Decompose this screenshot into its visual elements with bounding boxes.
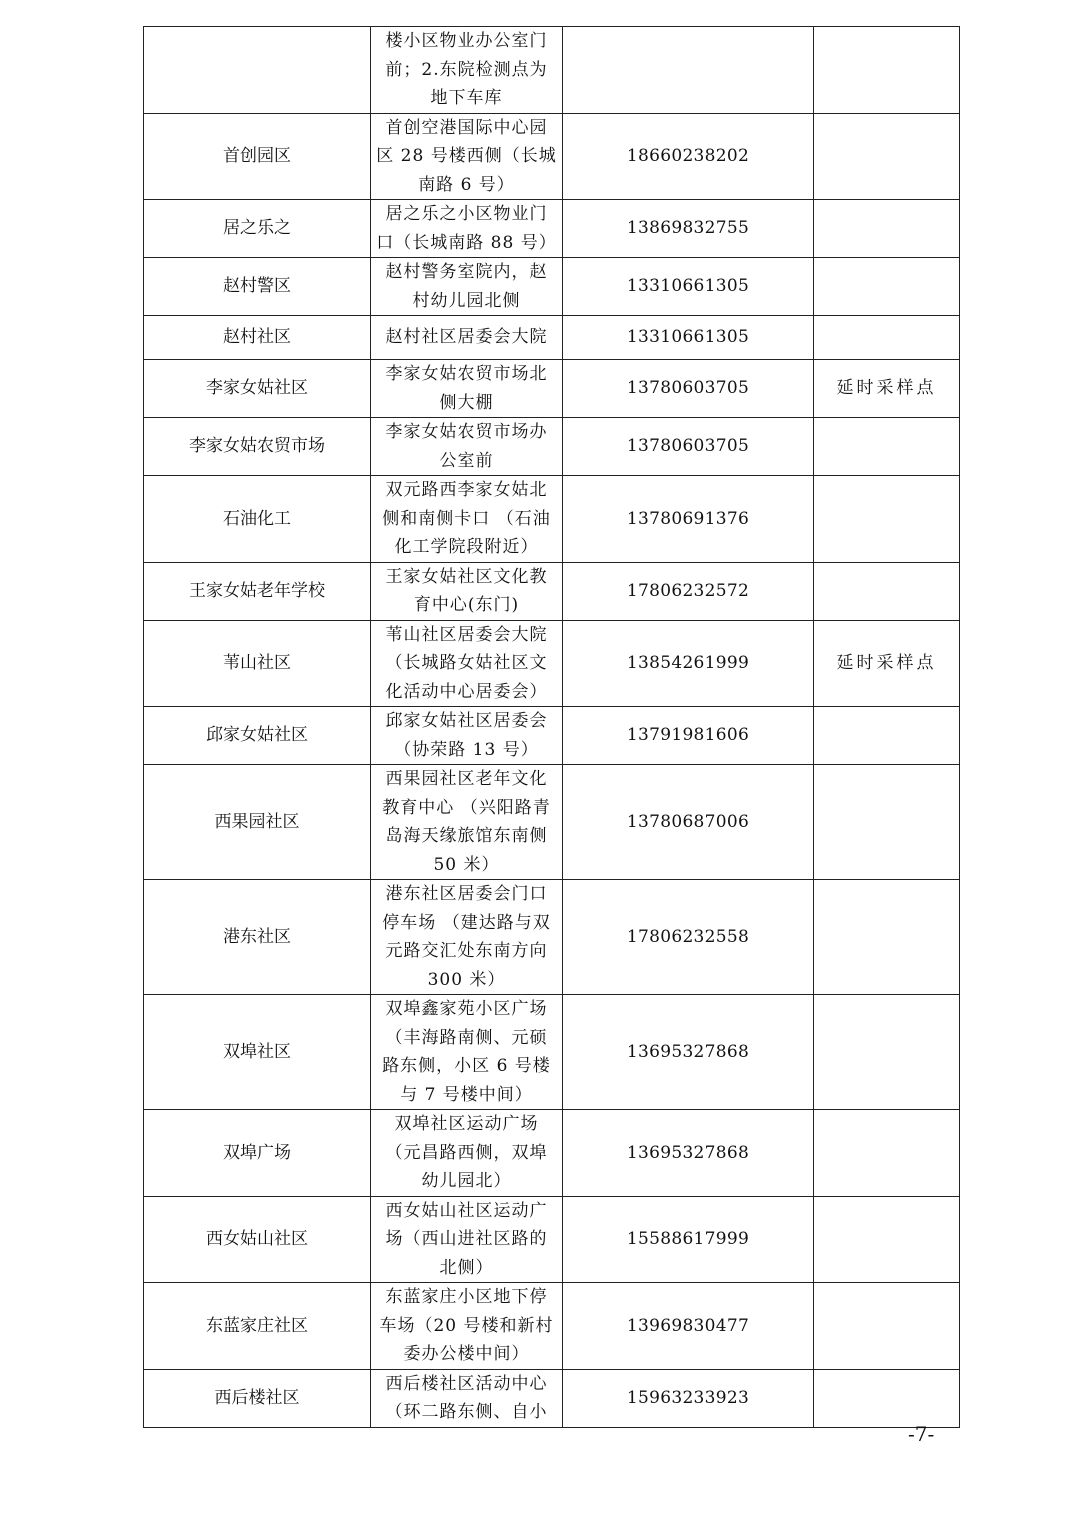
site-name-cell: 西果园社区 (144, 765, 371, 880)
site-name-cell: 港东社区 (144, 880, 371, 995)
site-name-cell: 石油化工 (144, 476, 371, 563)
site-address-cell (371, 995, 563, 1110)
address-line: 西果园社区老年文化 (385, 769, 548, 789)
address-line: 楼小区物业办公室门 (385, 31, 548, 51)
remarks-cell: 延时采样点 (814, 360, 960, 418)
address-line: 口（长城南路 88 号） (376, 232, 557, 253)
remarks-cell (814, 258, 960, 316)
address-line: 前；2.东院检测点为 (385, 59, 548, 80)
address-line: 教育中心 （兴阳路青 (382, 797, 551, 818)
address-line: 北侧） (439, 1257, 494, 1278)
address-line: 李家女姑农贸市场办 (385, 422, 548, 442)
address-line: 侧和南侧卡口 （石油 (382, 508, 551, 529)
table-row (144, 258, 960, 316)
site-name-cell: 李家女姑社区 (144, 360, 371, 418)
site-name-cell: 王家女姑老年学校 (144, 562, 371, 620)
address-line: 村幼儿园北侧 (412, 290, 521, 311)
address-line: 公室前 (439, 450, 494, 471)
contact-phone-cell: 13791981606 (563, 707, 814, 765)
contact-phone-cell: 15963233923 (563, 1369, 814, 1427)
contact-phone-cell: 17806232572 (563, 562, 814, 620)
table-row (144, 765, 960, 880)
site-name-cell: 双埠社区 (144, 995, 371, 1110)
site-name-cell: 赵村警区 (144, 258, 371, 316)
contact-phone-cell: 13854261999 (563, 620, 814, 707)
site-name-cell: 李家女姑农贸市场 (144, 418, 371, 476)
address-line: 50 米） (433, 854, 500, 875)
table-row (144, 620, 960, 707)
table-row (144, 1283, 960, 1370)
address-line: 幼儿园北） (421, 1171, 512, 1191)
table-body (144, 27, 960, 1428)
remarks-cell (814, 995, 960, 1110)
contact-phone-cell: 13780603705 (563, 360, 814, 418)
site-name-cell: 苇山社区 (144, 620, 371, 707)
address-line: 邱家女姑社区居委会 (385, 711, 548, 731)
site-address-cell (371, 765, 563, 880)
address-line: 双埠鑫家苑小区广场 (385, 999, 548, 1019)
contact-phone-cell: 13969830477 (563, 1283, 814, 1370)
site-name-cell: 东蓝家庄社区 (144, 1283, 371, 1370)
site-address-cell (371, 1283, 563, 1370)
remarks-cell (814, 1283, 960, 1370)
table-row (144, 27, 960, 114)
contact-phone-cell: 17806232558 (563, 880, 814, 995)
address-line: 岛海天缘旅馆东南侧 (385, 826, 548, 846)
remarks-cell (814, 200, 960, 258)
site-address-cell (371, 476, 563, 563)
address-line: 场（西山进社区路的 (385, 1229, 548, 1249)
table-row (144, 995, 960, 1110)
address-line: 李家女姑农贸市场北 (385, 364, 548, 384)
site-name-cell: 邱家女姑社区 (144, 707, 371, 765)
remarks-cell (814, 880, 960, 995)
address-line: 赵村警务室院内，赵 (385, 262, 548, 282)
remarks-cell (814, 418, 960, 476)
address-line: 双元路西李家女姑北 (385, 480, 548, 500)
remarks-cell (814, 1196, 960, 1283)
remarks-cell (814, 476, 960, 563)
address-line: 化活动中心居委会） (385, 681, 548, 702)
address-line: （协荣路 13 号） (394, 739, 539, 760)
site-address-cell (371, 620, 563, 707)
address-line: 停车场 （建达路与双 (382, 912, 551, 933)
contact-phone-cell: 13869832755 (563, 200, 814, 258)
contact-phone-cell: 13695327868 (563, 1110, 814, 1197)
address-line: 双埠社区运动广场 (394, 1114, 539, 1134)
address-line: 化工学院段附近） (394, 537, 539, 557)
address-line: 居之乐之小区物业门 (385, 204, 548, 224)
table-row (144, 707, 960, 765)
contact-phone-cell: 13780691376 (563, 476, 814, 563)
contact-phone-cell: 13780603705 (563, 418, 814, 476)
site-address-cell (371, 1196, 563, 1283)
testing-sites-table (143, 26, 960, 1428)
address-line: 车场（20 号楼和新村 (379, 1315, 554, 1336)
site-address-cell (371, 27, 563, 114)
address-line: （环二路东侧、自小 (385, 1402, 548, 1422)
address-line: 王家女姑社区文化教 (385, 566, 548, 587)
table-row (144, 316, 960, 360)
site-name-cell (144, 27, 371, 114)
address-line: （丰海路南侧、元硕 (385, 1027, 548, 1048)
address-line: 港东社区居委会门口 (385, 884, 548, 904)
address-line: 与 7 号楼中间） (400, 1084, 533, 1105)
table-row (144, 1369, 960, 1427)
site-address-cell (371, 200, 563, 258)
address-line: 地下车库 (430, 88, 503, 108)
table-row (144, 200, 960, 258)
contact-phone-cell: 13780687006 (563, 765, 814, 880)
site-address-cell (371, 316, 563, 360)
table-row (144, 113, 960, 200)
remarks-cell (814, 707, 960, 765)
site-address-cell (371, 258, 563, 316)
address-line: （长城路女姑社区文 (385, 653, 548, 673)
address-line: 委办公楼中间） (403, 1344, 530, 1364)
site-address-cell (371, 418, 563, 476)
table-row (144, 360, 960, 418)
table-row (144, 476, 960, 563)
site-name-cell: 首创园区 (144, 113, 371, 200)
site-address-cell (371, 1369, 563, 1427)
site-name-cell: 居之乐之 (144, 200, 371, 258)
address-line: 育中心(东门) (413, 595, 520, 615)
table-row (144, 1110, 960, 1197)
site-address-cell (371, 360, 563, 418)
address-line: 苇山社区居委会大院 (385, 624, 548, 645)
site-name-cell: 赵村社区 (144, 316, 371, 360)
contact-phone-cell: 13310661305 (563, 258, 814, 316)
contact-phone-cell: 13695327868 (563, 995, 814, 1110)
site-name-cell: 西后楼社区 (144, 1369, 371, 1427)
table-row (144, 1196, 960, 1283)
table-row (144, 880, 960, 995)
site-address-cell (371, 113, 563, 200)
address-line: 侧大棚 (439, 392, 494, 413)
address-line: 元路交汇处东南方向 (385, 941, 548, 961)
remarks-cell: 延时采样点 (814, 620, 960, 707)
page-number: -7- (908, 1422, 935, 1446)
contact-phone-cell: 18660238202 (563, 113, 814, 200)
address-line: 西后楼社区活动中心 (385, 1373, 548, 1394)
remarks-cell (814, 113, 960, 200)
remarks-cell (814, 316, 960, 360)
remarks-cell (814, 562, 960, 620)
table-row (144, 562, 960, 620)
site-address-cell (371, 1110, 563, 1197)
address-line: （元昌路西侧，双埠 (385, 1142, 548, 1163)
table-row (144, 418, 960, 476)
contact-phone-cell: 13310661305 (563, 316, 814, 360)
contact-phone-cell (563, 27, 814, 114)
remarks-cell (814, 27, 960, 114)
address-line: 西女姑山社区运动广 (385, 1200, 548, 1221)
address-line: 区 28 号楼西侧（长城 (376, 146, 557, 166)
remarks-cell (814, 765, 960, 880)
address-line: 首创空港国际中心园 (385, 117, 548, 138)
remarks-cell (814, 1369, 960, 1427)
remarks-cell (814, 1110, 960, 1197)
address-line: 南路 6 号） (418, 174, 515, 195)
address-line: 赵村社区居委会大院 (385, 327, 548, 348)
contact-phone-cell: 15588617999 (563, 1196, 814, 1283)
address-line: 300 米） (427, 969, 506, 990)
site-address-cell (371, 880, 563, 995)
address-line: 路东侧，小区 6 号楼 (382, 1056, 551, 1076)
site-name-cell: 双埠广场 (144, 1110, 371, 1197)
site-address-cell (371, 562, 563, 620)
address-line: 东蓝家庄小区地下停 (385, 1287, 548, 1307)
site-address-cell (371, 707, 563, 765)
site-name-cell: 西女姑山社区 (144, 1196, 371, 1283)
